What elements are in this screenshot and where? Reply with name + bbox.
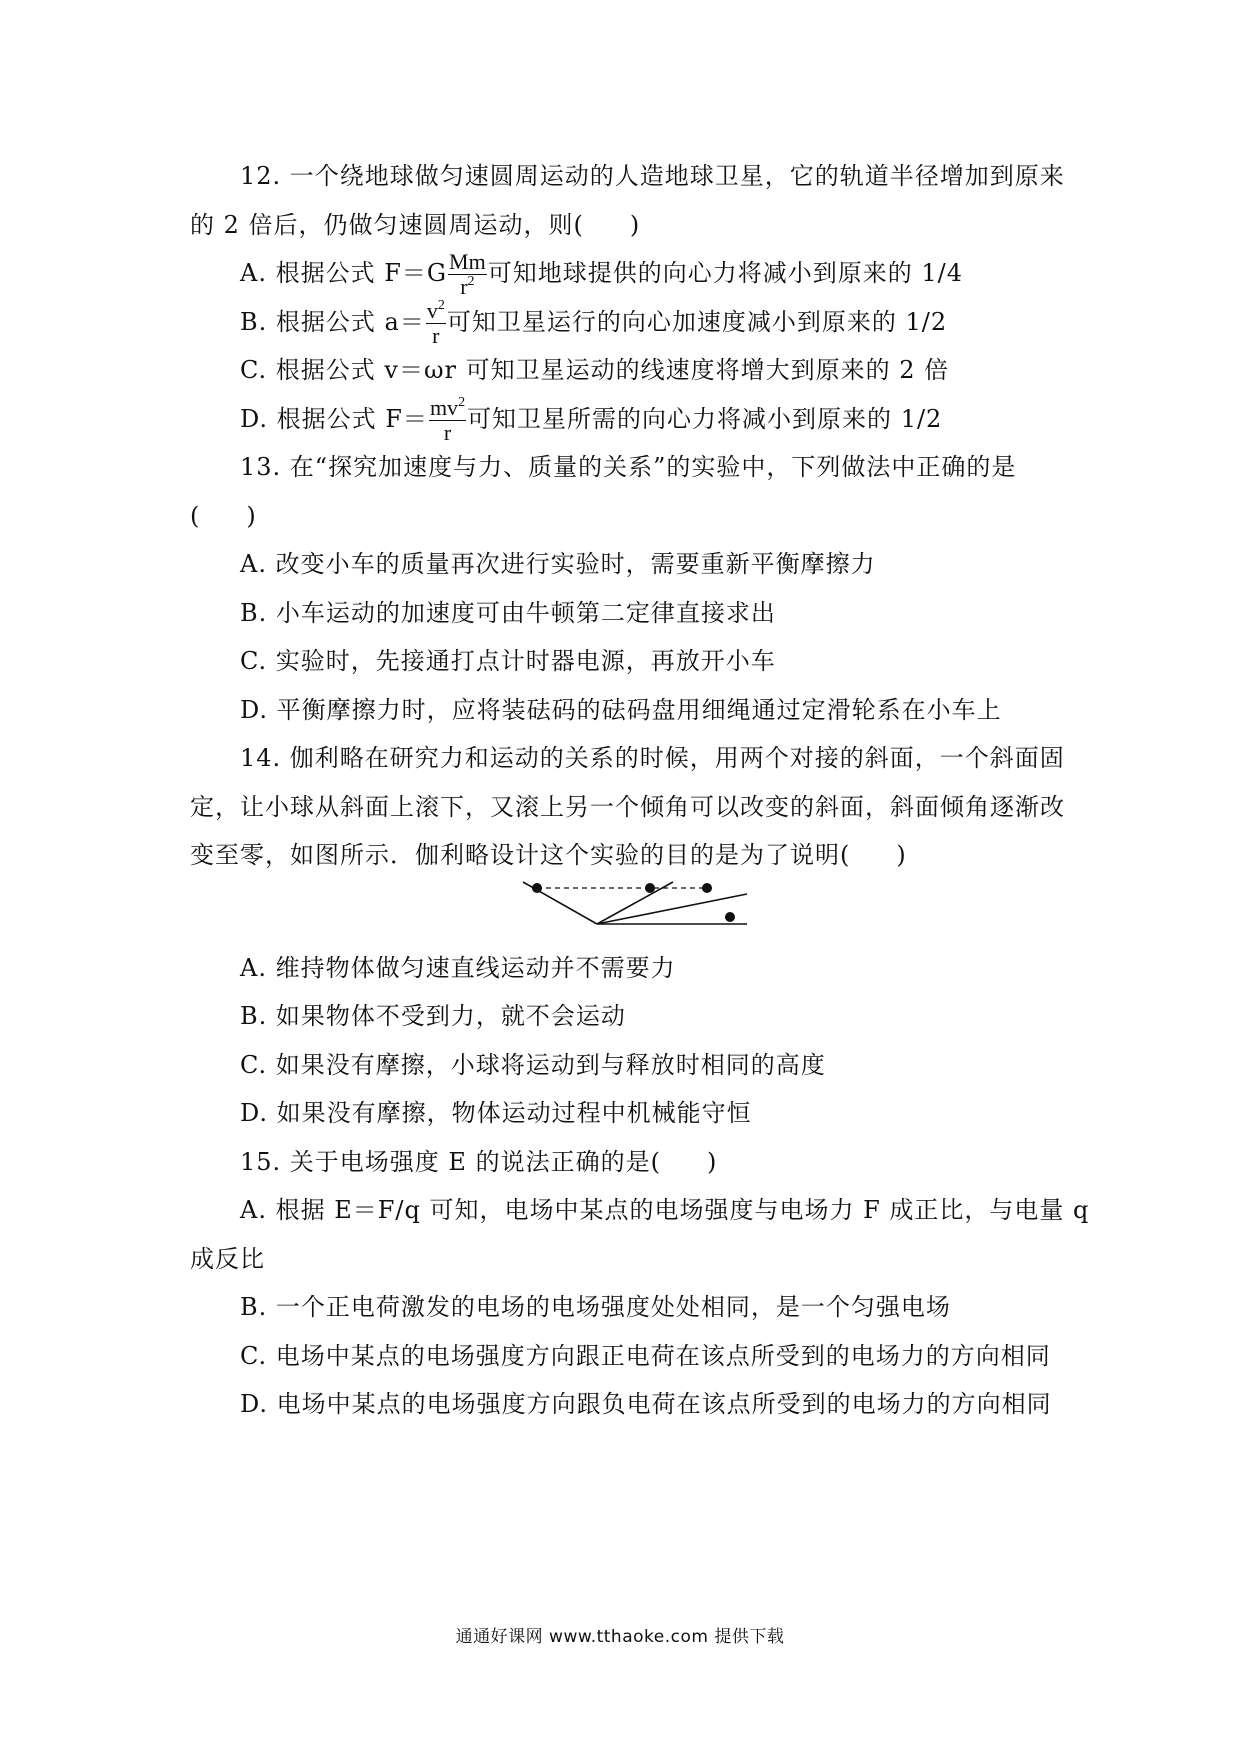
q13-stem-line1: 13. 在“探究加速度与力、质量的关系”的实验中，下列做法中正确的是 bbox=[240, 453, 1017, 481]
q15-option-d: D. 电场中某点的电场强度方向跟负电荷在该点所受到的电场力的方向相同 bbox=[240, 1390, 1052, 1418]
q13-option-b: B. 小车运动的加速度可由牛顿第二定律直接求出 bbox=[240, 598, 776, 627]
q14-stem-line1: 14. 伽利略在研究力和运动的关系的时候，用两个对接的斜面，一个斜面固 bbox=[240, 744, 1065, 772]
q12-option-d: D. 根据公式 F＝ $\frac{mv^2}{r}$ 可知卫星所需的向心力将减小到原来的 1/2 bbox=[240, 394, 943, 445]
q14-stem-line3: 变至零，如图所示．伽利略设计这个实验的目的是为了说明( ) bbox=[190, 841, 907, 869]
ball-gentle-incline bbox=[702, 883, 712, 893]
q15-stem: 15. 关于电场强度 E 的说法正确的是( ) bbox=[240, 1147, 718, 1176]
q12-d-fraction: $\frac{mv^2}{r}$ bbox=[429, 394, 466, 445]
q13-option-c: C. 实验时，先接通打点计时器电源，再放开小车 bbox=[240, 647, 776, 675]
q13-stem-line2: ( ) bbox=[190, 501, 257, 530]
q14-option-c: C. 如果没有摩擦，小球将运动到与释放时相同的高度 bbox=[240, 1050, 826, 1079]
ball-horizontal bbox=[725, 912, 735, 922]
q15-option-a-line1: A. 根据 E＝F/q 可知，电场中某点的电场强度与电场力 F 成正比，与电量 q bbox=[240, 1196, 1090, 1224]
q14-incline-figure bbox=[190, 880, 1060, 944]
q12-option-c: C. 根据公式 v＝ωr 可知卫星运动的线速度将增大到原来的 2 倍 bbox=[240, 356, 950, 384]
page-footer: 通通好课网 www.tthaoke.com 提供下载 bbox=[455, 1627, 785, 1647]
q12-option-b: B. 根据公式 a＝ $\frac{v^2}{r}$ 可知卫星运行的向心加速度减小到原来的 1/2 bbox=[240, 297, 948, 348]
question-content bbox=[190, 152, 1090, 1429]
q12-a-fraction: $\frac{Mm}{r^2}$ bbox=[449, 249, 486, 299]
ball-start bbox=[532, 883, 542, 893]
ball-steep-incline bbox=[645, 883, 655, 893]
q14-stem-line2: 定，让小球从斜面上滚下，又滚上另一个倾角可以改变的斜面，斜面倾角逐渐改 bbox=[190, 792, 1065, 821]
q15-option-a-line2: 成反比 bbox=[190, 1244, 265, 1273]
incline-diagram bbox=[515, 880, 755, 942]
q15-option-c: C. 电场中某点的电场强度方向跟正电荷在该点所受到的电场力的方向相同 bbox=[240, 1341, 1051, 1370]
steep-incline bbox=[597, 882, 673, 924]
q12-stem-line1: 12. 一个绕地球做匀速圆周运动的人造地球卫星，它的轨道半径增加到原来 bbox=[240, 162, 1065, 190]
q12-b-fraction: $\frac{v^2}{r}$ bbox=[426, 297, 445, 348]
gentle-incline bbox=[597, 894, 747, 924]
q14-option-a: A. 维持物体做匀速直线运动并不需要力 bbox=[240, 953, 676, 982]
q15-option-b: B. 一个正电荷激发的电场的电场强度处处相同，是一个匀强电场 bbox=[240, 1293, 951, 1321]
q14-option-d: D. 如果没有摩擦，物体运动过程中机械能守恒 bbox=[240, 1099, 752, 1127]
q14-option-b: B. 如果物体不受到力，就不会运动 bbox=[240, 1002, 626, 1030]
q13-option-d: D. 平衡摩擦力时，应将装砝码的砝码盘用细绳通过定滑轮系在小车上 bbox=[240, 695, 1002, 724]
q12-option-a: A. 根据公式 F＝G $\frac{Mm}{r^2}$ 可知地球提供的向心力将减小到原来的 1/4 bbox=[240, 249, 963, 299]
q13-option-a: A. 改变小车的质量再次进行实验时，需要重新平衡摩擦力 bbox=[240, 550, 876, 578]
q12-stem-line2: 的 2 倍后，仍做匀速圆周运动，则( ) bbox=[190, 210, 641, 239]
